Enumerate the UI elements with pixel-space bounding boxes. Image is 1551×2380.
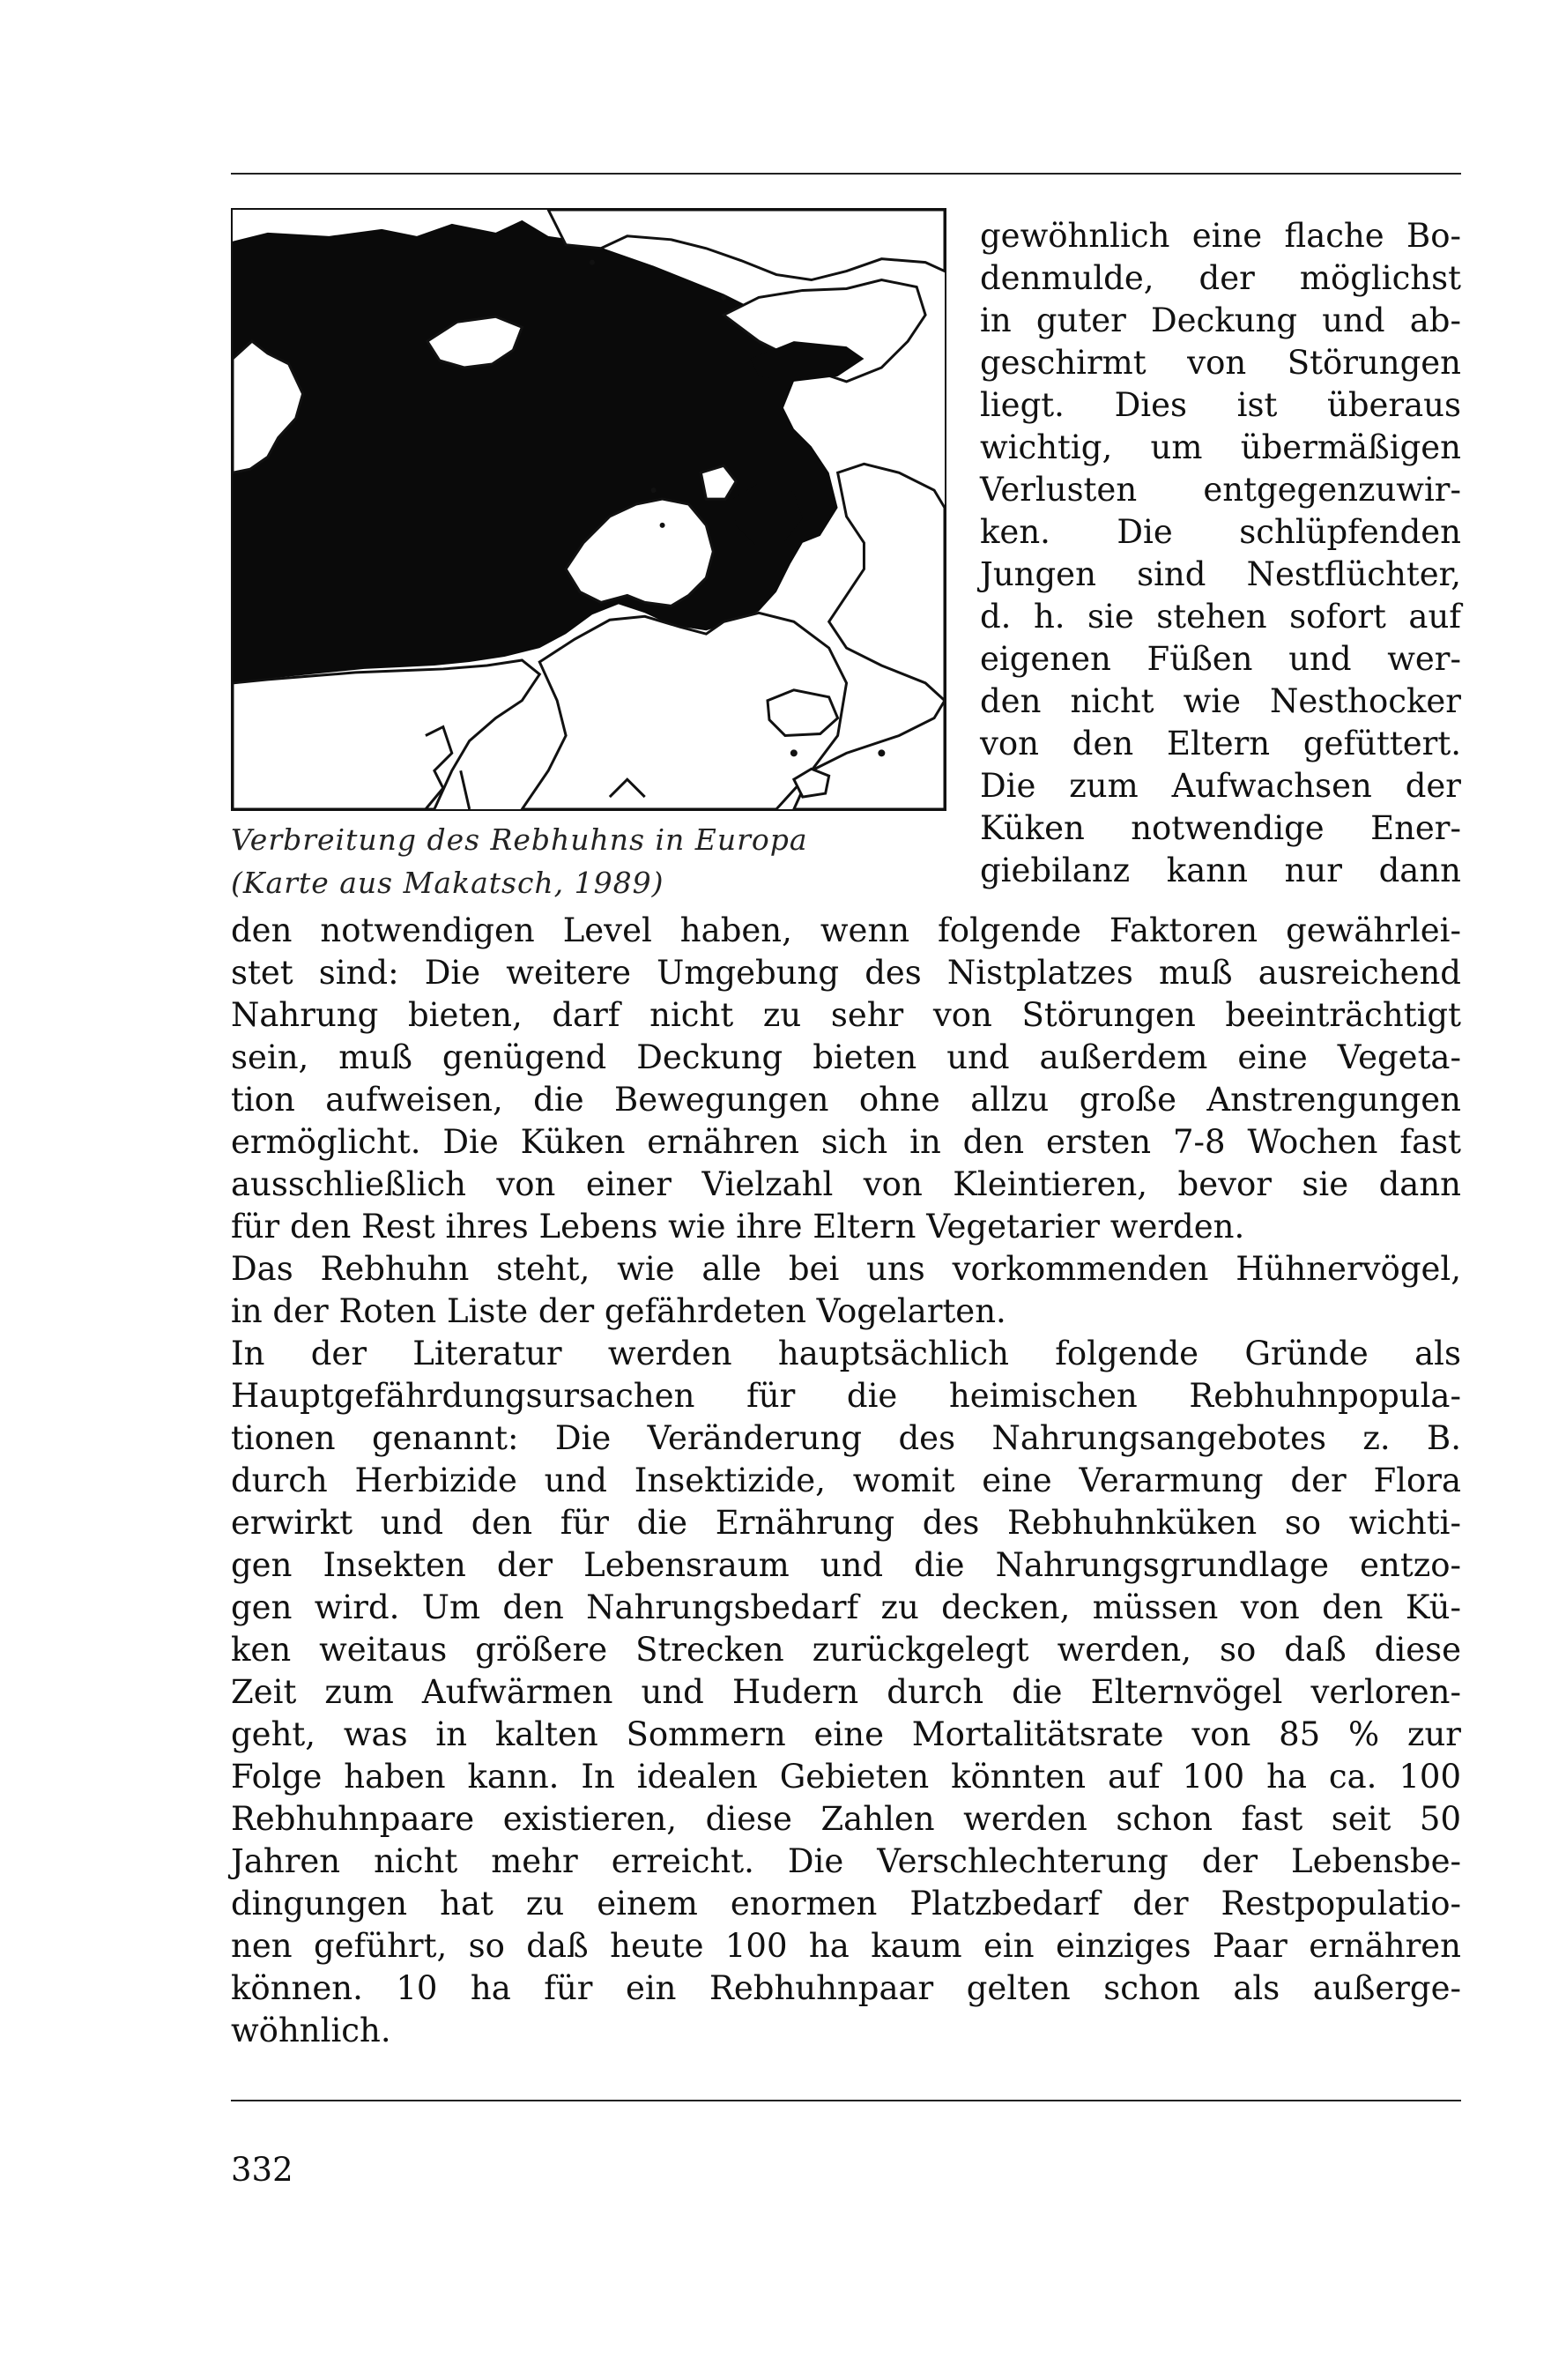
top-rule bbox=[231, 173, 1461, 175]
body-text-line: Folge haben kann. In idealen Gebieten könnten auf 100 ha ca. 100 bbox=[231, 1758, 1461, 1796]
body-text-line: für den Rest ihres Lebens wie ihre Eltern Vegetarier werden. bbox=[231, 1208, 1245, 1246]
body-text-line: wöhnlich. bbox=[231, 2012, 391, 2049]
side-column-text bbox=[980, 215, 1461, 892]
side-text-line: Küken notwendige Ener- bbox=[980, 809, 1461, 847]
figure-caption bbox=[231, 818, 936, 904]
caption-line: (Karte aus Makatsch, 1989) bbox=[231, 866, 664, 900]
page-number: 332 bbox=[231, 2151, 293, 2189]
body-text-line: den notwendigen Level haben, wenn folgende Faktoren gewährlei- bbox=[231, 911, 1461, 949]
body-text-line: stet sind: Die weitere Umgebung des Nistplatzes muß ausreichend bbox=[231, 954, 1461, 992]
europe-distribution-map bbox=[233, 210, 945, 809]
side-text-line: in guter Deckung und ab- bbox=[980, 301, 1461, 339]
body-text-line: Zeit zum Aufwärmen und Hudern durch die Elternvögel verloren- bbox=[231, 1673, 1461, 1711]
body-text-line: in der Roten Liste der gefährdeten Vogelarten. bbox=[231, 1292, 1006, 1330]
body-text-line: sein, muß genügend Deckung bieten und außerdem eine Vegeta- bbox=[231, 1038, 1461, 1076]
body-text-line: nen geführt, so daß heute 100 ha kaum ein einziges Paar ernähren bbox=[231, 1927, 1461, 1965]
side-text-line: d. h. sie stehen sofort auf bbox=[980, 598, 1461, 636]
main-body-text bbox=[231, 910, 1461, 2052]
side-text-line: gewöhnlich eine flache Bo- bbox=[980, 217, 1461, 255]
side-text-line: den nicht wie Nesthocker bbox=[980, 682, 1461, 720]
side-text-line: denmulde, der möglichst bbox=[980, 259, 1461, 297]
distribution-map-figure bbox=[231, 208, 946, 811]
body-text-line: ken weitaus größere Strecken zurückgelegt werden, so daß diese bbox=[231, 1631, 1461, 1669]
body-text-line: tion aufweisen, die Bewegungen ohne allzu große Anstrengungen bbox=[231, 1081, 1461, 1119]
body-text-line: Das Rebhuhn steht, wie alle bei uns vorkommenden Hühnervögel, bbox=[231, 1250, 1461, 1288]
bottom-rule bbox=[231, 2100, 1461, 2101]
body-text-line: ausschließlich von einer Vielzahl von Kleintieren, bevor sie dann bbox=[231, 1165, 1461, 1203]
caption-line: Verbreitung des Rebhuhns in Europa bbox=[231, 822, 808, 857]
side-text-line: ken. Die schlüpfenden bbox=[980, 513, 1461, 551]
body-text-line: In der Literatur werden hauptsächlich folgende Gründe als bbox=[231, 1335, 1461, 1372]
body-text-line: Hauptgefährdungsursachen für die heimischen Rebhuhnpopula- bbox=[231, 1377, 1461, 1415]
body-text-line: Nahrung bieten, darf nicht zu sehr von Störungen beeinträchtigt bbox=[231, 996, 1461, 1034]
body-text-line: ermöglicht. Die Küken ernähren sich in den ersten 7-8 Wochen fast bbox=[231, 1123, 1461, 1161]
body-text-line: Jahren nicht mehr erreicht. Die Verschlechterung der Lebensbe- bbox=[231, 1842, 1461, 1880]
body-text-line: gen Insekten der Lebensraum und die Nahrungsgrundlage entzo- bbox=[231, 1546, 1461, 1584]
body-text-line: gen wird. Um den Nahrungsbedarf zu decken, müssen von den Kü- bbox=[231, 1588, 1461, 1626]
side-text-line: Verlusten entgegenzuwir- bbox=[980, 471, 1461, 509]
side-text-line: eigenen Füßen und wer- bbox=[980, 640, 1461, 678]
body-text-line: Rebhuhnpaare existieren, diese Zahlen werden schon fast seit 50 bbox=[231, 1800, 1461, 1838]
side-text-line: von den Eltern gefüttert. bbox=[980, 725, 1461, 762]
side-text-line: Die zum Aufwachsen der bbox=[980, 767, 1461, 805]
body-text-line: tionen genannt: Die Veränderung des Nahrungsangebotes z. B. bbox=[231, 1419, 1461, 1457]
body-text-line: geht, was in kalten Sommern eine Mortalitätsrate von 85 % zur bbox=[231, 1715, 1461, 1753]
side-text-line: geschirmt von Störungen bbox=[980, 344, 1461, 382]
body-text-line: dingungen hat zu einem enormen Platzbedarf der Restpopulatio- bbox=[231, 1885, 1461, 1923]
side-text-line: giebilanz kann nur dann bbox=[980, 852, 1461, 889]
side-text-line: Jungen sind Nestflüchter, bbox=[980, 555, 1461, 593]
body-text-line: erwirkt und den für die Ernährung des Rebhuhnküken so wichti- bbox=[231, 1504, 1461, 1542]
side-text-line: liegt. Dies ist überaus bbox=[980, 386, 1461, 424]
body-text-line: können. 10 ha für ein Rebhuhnpaar gelten schon als außerge- bbox=[231, 1969, 1461, 2007]
side-text-line: wichtig, um übermäßigen bbox=[980, 428, 1461, 466]
body-text-line: durch Herbizide und Insektizide, womit eine Verarmung der Flora bbox=[231, 1461, 1461, 1499]
